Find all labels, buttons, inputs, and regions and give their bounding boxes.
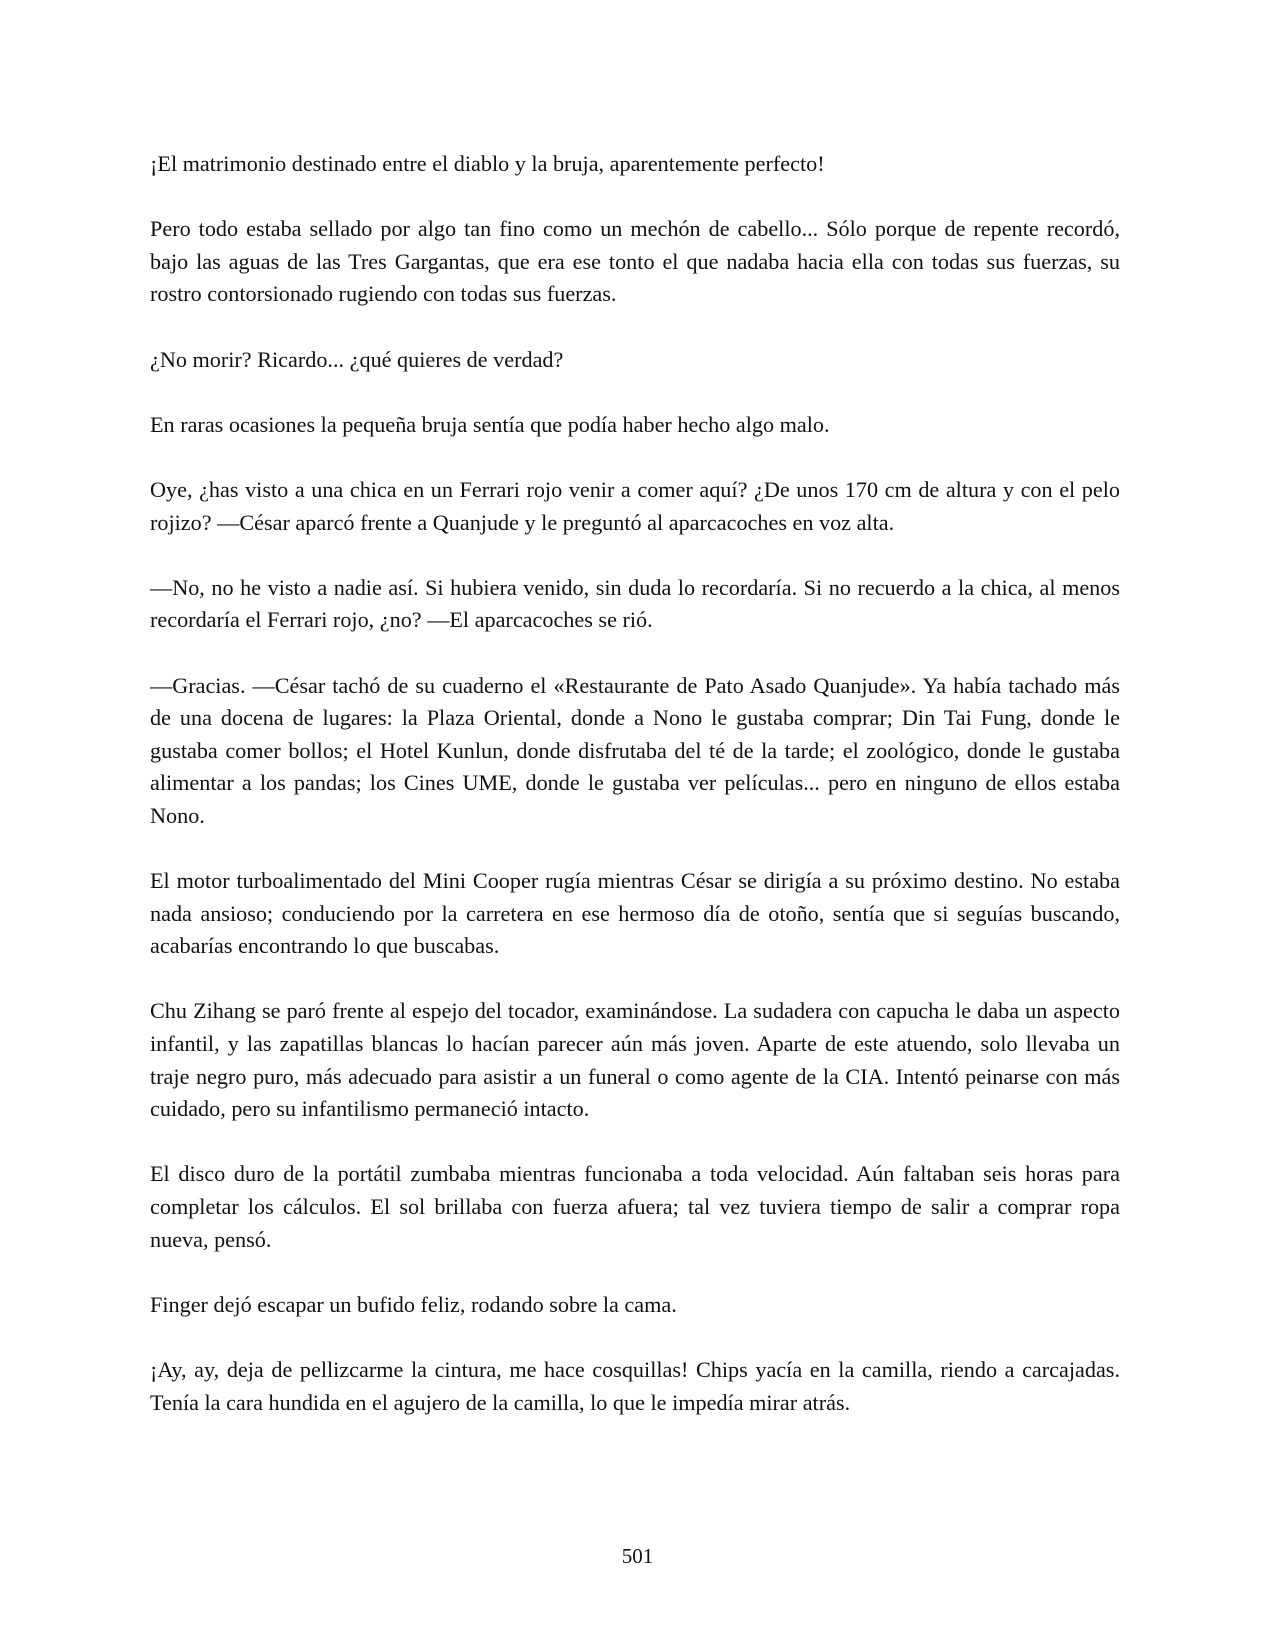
paragraph: —Gracias. —César tachó de su cuaderno el «Restaurante de Pato Asado Quanjude». Ya había tachado más de una docena de lugares: la Plaza Oriental, donde a Nono le gustaba comprar; Din Tai Fung, donde le gustaba comer bollos; el Hotel Kunlun, donde disfrutaba del té de la tarde; el zoológico, donde le gustaba alimentar a los pandas; los Cines UME, donde le gustaba ver películas... pero en ninguno de ellos estaba Nono. — [150, 672, 1120, 828]
paragraph: —No, no he visto a nadie así. Si hubiera venido, sin duda lo recordaría. Si no recuerdo a la chica, al menos recordaría el Ferrari rojo, ¿no? —El aparcacoches se rió. — [150, 574, 1120, 633]
paragraph: El motor turboalimentado del Mini Cooper rugía mientras César se dirigía a su próximo destino. No estaba nada ansioso; conduciendo por la carretera en ese hermoso día de otoño, sentía que si seguías buscando, acabarías encontrando lo que buscabas. — [150, 868, 1120, 959]
page-number: 501 — [621, 1544, 654, 1568]
paragraph: ¡Ay, ay, deja de pellizcarme la cintura, me hace cosquillas! Chips yacía en la camilla, riendo a carcajadas. Tenía la cara hundida en el agujero de la camilla, lo que le impedía mirar atrás. — [150, 1356, 1120, 1415]
paragraph: ¡El matrimonio destinado entre el diablo y la bruja, aparentemente perfecto! — [150, 151, 825, 176]
paragraph: En raras ocasiones la pequeña bruja sentía que podía haber hecho algo malo. — [150, 411, 830, 437]
paragraph: Chu Zihang se paró frente al espejo del tocador, examinándose. La sudadera con capucha le daba un aspecto infantil, y las zapatillas blancas lo hacían parecer aún más joven. Aparte de este atuendo, solo llevaba un traje negro puro, más adecuado para asistir a un funeral o como agente de la CIA. Intentó peinarse con más cuidado, pero su infantilismo permaneció intacto. — [150, 998, 1120, 1122]
paragraph: El disco duro de la portátil zumbaba mientras funcionaba a toda velocidad. Aún faltaban seis horas para completar los cálculos. El sol brillaba con fuerza afuera; tal vez tuviera tiempo de salir a comprar ropa nueva, pensó. — [150, 1161, 1120, 1252]
paragraph: Pero todo estaba sellado por algo tan fino como un mechón de cabello... Sólo porque de repente recordó, bajo las aguas de las Tres Gargantas, que era ese tonto el que nadaba hacia ella con todas sus fuerzas, su rostro contorsionado rugiendo con todas sus fuerzas. — [150, 216, 1120, 307]
paragraph: ¿No morir? Ricardo... ¿qué quieres de verdad? — [150, 346, 564, 372]
paragraph: Oye, ¿has visto a una chica en un Ferrari rojo venir a comer aquí? ¿De unos 170 cm de altura y con el pelo rojizo? —César aparcó frente a Quanjude y le preguntó al aparcacoches en voz alta. — [150, 476, 1120, 535]
paragraph: Finger dejó escapar un bufido feliz, rodando sobre la cama. — [150, 1291, 677, 1317]
body-text — [150, 148, 1120, 1452]
